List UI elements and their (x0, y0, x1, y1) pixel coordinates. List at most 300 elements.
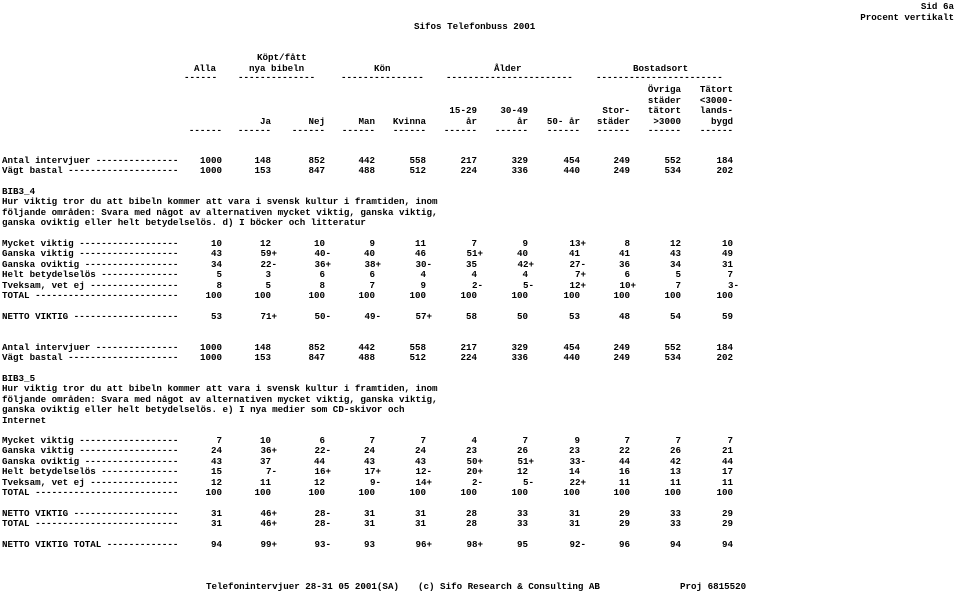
answer-row (0, 259, 960, 270)
table-cell: 100 (563, 487, 580, 498)
group-dash-alla: ------ (184, 72, 218, 83)
table-cell: 202 (716, 352, 733, 364)
table-cell: 847 (308, 352, 325, 364)
table-cell: 217 (460, 155, 477, 166)
table-cell: 488 (358, 352, 375, 364)
question-code: BIB3_4 (2, 186, 36, 197)
table-cell: 153 (254, 352, 271, 364)
row-label: Helt betydelselös -------------- (2, 269, 179, 281)
column-header-dash: ------ (546, 125, 580, 136)
table-cell: 7 (624, 435, 630, 446)
table-cell: 454 (563, 155, 580, 166)
table-cell: 17 (721, 466, 733, 478)
column-header-text: 30-49 (500, 105, 528, 116)
table-cell: 36 (618, 258, 630, 270)
table-cell: 7 (675, 435, 681, 446)
column-header-dash: ------ (291, 125, 325, 136)
table-cell: 42+ (517, 258, 534, 270)
answer-row (0, 280, 960, 291)
table-cell: 28 (465, 518, 477, 530)
column-header-text: tätort (647, 105, 681, 116)
table-cell: 36+ (314, 258, 331, 270)
answer-row (0, 487, 960, 498)
answer-row (0, 445, 960, 456)
table-cell: 94 (721, 539, 733, 550)
table-cell: 34 (669, 258, 681, 270)
table-cell: 488 (358, 165, 375, 177)
table-cell: 50+ (466, 455, 483, 467)
table-cell: 558 (409, 155, 426, 166)
table-cell: 512 (409, 352, 426, 364)
answer-row (0, 269, 960, 280)
column-header-dash: ------ (494, 125, 528, 136)
table-cell: 11 (259, 476, 271, 488)
table-cell: 512 (409, 165, 426, 177)
table-cell: 2- (471, 476, 483, 488)
table-cell: 43 (210, 248, 222, 260)
table-cell: 440 (563, 165, 580, 177)
table-cell: 6 (624, 269, 630, 281)
row-label: NETTO VIKTIG TOTAL ------------- (2, 539, 179, 550)
table-cell: 95 (516, 539, 528, 550)
column-header-text: Stor- (602, 105, 630, 116)
table-cell: 100 (664, 487, 681, 498)
table-cell: 16+ (314, 466, 331, 478)
table-cell: 33 (516, 518, 528, 530)
table-cell: 336 (511, 352, 528, 364)
table-cell: 217 (460, 342, 477, 353)
table-cell: 46+ (260, 508, 277, 519)
header-alla: Alla (194, 63, 217, 74)
table-cell: 53 (568, 311, 580, 322)
table-cell: 10 (210, 238, 222, 249)
table-cell: 7+ (574, 269, 586, 281)
column-header-text: Övriga (647, 84, 681, 95)
table-cell: 153 (254, 165, 271, 177)
table-cell: 44 (618, 455, 630, 467)
table-cell: 22 (618, 445, 630, 457)
table-cell: 12- (415, 466, 432, 478)
table-cell: 7 (369, 279, 375, 291)
table-cell: 59 (721, 311, 733, 322)
table-cell: 17+ (364, 466, 381, 478)
header-kopt-line2: nya bibeln (249, 63, 305, 74)
table-cell: 33 (669, 518, 681, 530)
table-cell: 249 (613, 165, 630, 177)
table-cell: 148 (254, 342, 271, 353)
table-cell: 5 (216, 269, 222, 281)
table-cell: 22- (260, 258, 277, 270)
table-cell: 49 (721, 248, 733, 260)
column-header-text: 15-29 (449, 105, 477, 116)
table-cell: 50- (314, 311, 331, 322)
table-cell: 93- (314, 539, 331, 550)
table-cell: 46+ (260, 518, 277, 530)
row-label: Helt betydelselös -------------- (2, 466, 179, 478)
table-cell: 92- (569, 539, 586, 550)
row-label: TOTAL -------------------------- (2, 487, 179, 498)
table-cell: 43 (414, 455, 426, 467)
table-cell: 31 (721, 258, 733, 270)
page-type: Procent vertikalt (860, 12, 954, 23)
table-cell: 40 (516, 248, 528, 260)
table-cell: 454 (563, 342, 580, 353)
table-cell: 1000 (199, 342, 222, 353)
table-cell: 26 (516, 445, 528, 457)
table-cell: 5 (265, 279, 271, 291)
column-header-text: städer (596, 116, 630, 127)
table-cell: 31 (568, 518, 580, 530)
table-cell: 58 (465, 311, 477, 322)
table-cell: 329 (511, 342, 528, 353)
table-cell: 20+ (466, 466, 483, 478)
table-cell: 847 (308, 165, 325, 177)
table-cell: 93 (363, 539, 375, 550)
answer-row (0, 290, 960, 301)
row-label: Ganska oviktig ----------------- (2, 258, 179, 270)
table-cell: 29 (618, 508, 630, 519)
table-cell: 11 (721, 476, 733, 488)
table-cell: 11 (414, 238, 426, 249)
table-cell: 100 (254, 290, 271, 301)
table-cell: 10 (313, 238, 325, 249)
table-cell: 31 (210, 508, 222, 519)
table-cell: 24 (210, 445, 222, 457)
answer-row (0, 238, 960, 249)
row-label: TOTAL -------------------------- (2, 290, 179, 301)
table-cell: 100 (511, 290, 528, 301)
table-cell: 7 (420, 435, 426, 446)
table-cell: 8 (319, 279, 325, 291)
table-cell: 7 (471, 238, 477, 249)
table-cell: 49- (364, 311, 381, 322)
base-row (0, 165, 960, 176)
table-cell: 9 (522, 238, 528, 249)
table-cell: 40- (314, 248, 331, 260)
table-cell: 43 (669, 248, 681, 260)
base-row (0, 155, 960, 166)
table-cell: 96 (618, 539, 630, 550)
table-cell: 9 (420, 279, 426, 291)
table-cell: 10 (259, 435, 271, 446)
table-cell: 4 (420, 269, 426, 281)
table-cell: 23 (465, 445, 477, 457)
row-label: NETTO VIKTIG ------------------- (2, 311, 179, 322)
column-header-text: Ja (259, 116, 271, 127)
table-cell: 36+ (260, 445, 277, 457)
table-cell: 54 (669, 311, 681, 322)
question-code: BIB3_5 (2, 373, 36, 384)
row-label: Antal intervjuer --------------- (2, 342, 179, 353)
column-header-dash: ------ (188, 125, 222, 136)
table-cell: 100 (205, 487, 222, 498)
table-cell: 22+ (569, 476, 586, 488)
table-cell: 4 (522, 269, 528, 281)
table-cell: 37 (259, 455, 271, 467)
table-cell: 2- (471, 279, 483, 291)
answer-row (0, 456, 960, 467)
table-cell: 33 (516, 508, 528, 519)
table-cell: 100 (308, 487, 325, 498)
table-cell: 33 (669, 508, 681, 519)
group-dash-kon: --------------- (341, 72, 424, 83)
table-cell: 7 (727, 269, 733, 281)
table-cell: 8 (624, 238, 630, 249)
table-cell: 202 (716, 165, 733, 177)
footer-fieldwork: Telefonintervjuer 28-31 05 2001(SA) (206, 581, 399, 592)
table-cell: 11 (618, 476, 630, 488)
table-cell: 12 (516, 466, 528, 478)
table-cell: 7- (265, 466, 277, 478)
table-cell: 7 (216, 435, 222, 446)
table-cell: 6 (319, 435, 325, 446)
column-header-dash: ------ (699, 125, 733, 136)
column-header-text: städer (647, 95, 681, 106)
table-cell: 99+ (260, 539, 277, 550)
table-cell: 224 (460, 165, 477, 177)
netto-row (0, 518, 960, 529)
table-cell: 12 (210, 476, 222, 488)
table-cell: 4 (471, 435, 477, 446)
row-label: Ganska viktig ------------------ (2, 445, 179, 457)
table-cell: 184 (716, 342, 733, 353)
question-text: följande områden: Svara med något av alternativen mycket viktig, ganska viktig, (2, 393, 438, 405)
table-cell: 7 (522, 435, 528, 446)
question-text: ganska oviktig eller helt betydelselös. d) I böcker och litteratur (2, 217, 366, 229)
table-cell: 38+ (364, 258, 381, 270)
table-cell: 94 (210, 539, 222, 550)
column-header-text: Kvinna (392, 116, 426, 127)
column-header-dash: ------ (596, 125, 630, 136)
table-cell: 29 (721, 508, 733, 519)
base-row (0, 342, 960, 353)
group-dash-bostad: ----------------------- (596, 72, 723, 83)
answer-row (0, 477, 960, 488)
table-cell: 534 (664, 165, 681, 177)
column-header-text: Nej (308, 116, 325, 127)
table-cell: 12 (259, 238, 271, 249)
column-header-text: >3000 (653, 116, 681, 127)
table-cell: 100 (358, 290, 375, 301)
netto-row (0, 311, 960, 322)
table-cell: 1000 (199, 155, 222, 166)
group-dash-kopt: -------------- (238, 72, 316, 83)
column-header-dash: ------ (392, 125, 426, 136)
table-cell: 16 (618, 466, 630, 478)
table-cell: 1000 (199, 165, 222, 177)
table-cell: 27- (569, 258, 586, 270)
answer-row (0, 248, 960, 259)
table-cell: 9 (574, 435, 580, 446)
table-cell: 26 (669, 445, 681, 457)
table-cell: 12 (669, 238, 681, 249)
table-cell: 31 (210, 518, 222, 530)
table-cell: 7 (675, 279, 681, 291)
table-cell: 42 (669, 455, 681, 467)
table-cell: 10+ (619, 279, 636, 291)
row-label: Tveksam, vet ej ---------------- (2, 279, 179, 291)
table-cell: 4 (471, 269, 477, 281)
table-cell: 53 (210, 311, 222, 322)
table-cell: 31 (363, 518, 375, 530)
table-cell: 94 (669, 539, 681, 550)
table-cell: 43 (363, 455, 375, 467)
table-cell: 57+ (415, 311, 432, 322)
table-cell: 43 (210, 455, 222, 467)
table-cell: 71+ (260, 311, 277, 322)
row-label: Ganska viktig ------------------ (2, 248, 179, 260)
question-text: Hur viktig tror du att bibeln kommer att vara i svensk kultur i framtiden, inom (2, 196, 438, 208)
table-cell: 100 (716, 487, 733, 498)
table-cell: 51+ (517, 455, 534, 467)
table-cell: 100 (254, 487, 271, 498)
table-cell: 442 (358, 155, 375, 166)
table-cell: 40 (363, 248, 375, 260)
table-cell: 34 (210, 258, 222, 270)
table-cell: 249 (613, 155, 630, 166)
table-cell: 46 (414, 248, 426, 260)
table-cell: 100 (409, 290, 426, 301)
table-cell: 51+ (466, 248, 483, 260)
table-cell: 9- (369, 476, 381, 488)
table-cell: 31 (414, 518, 426, 530)
table-cell: 6 (369, 269, 375, 281)
table-cell: 552 (664, 342, 681, 353)
table-cell: 329 (511, 155, 528, 166)
table-cell: 224 (460, 352, 477, 364)
table-cell: 30- (415, 258, 432, 270)
table-cell: 552 (664, 155, 681, 166)
answer-row (0, 466, 960, 477)
answer-row (0, 435, 960, 446)
table-cell: 1000 (199, 352, 222, 364)
table-cell: 3 (265, 269, 271, 281)
report-title: Sifos Telefonbuss 2001 (414, 21, 536, 32)
column-header-text: Man (358, 116, 375, 127)
table-cell: 442 (358, 342, 375, 353)
base-row (0, 352, 960, 363)
row-label: Tveksam, vet ej ---------------- (2, 476, 179, 488)
table-cell: 249 (613, 352, 630, 364)
table-cell: 100 (358, 487, 375, 498)
table-cell: 10 (721, 238, 733, 249)
table-cell: 5- (522, 279, 534, 291)
column-header-text: år (465, 116, 477, 127)
table-cell: 852 (308, 155, 325, 166)
table-cell: 100 (664, 290, 681, 301)
table-cell: 336 (511, 165, 528, 177)
table-cell: 12+ (569, 279, 586, 291)
row-label: Antal intervjuer --------------- (2, 155, 179, 166)
question-text: Hur viktig tror du att bibeln kommer att vara i svensk kultur i framtiden, inom (2, 383, 438, 395)
table-cell: 44 (313, 455, 325, 467)
table-cell: 184 (716, 155, 733, 166)
table-cell: 41 (618, 248, 630, 260)
netto-total-row (0, 539, 960, 550)
row-label: Vägt bastal -------------------- (2, 352, 179, 364)
table-cell: 100 (409, 487, 426, 498)
table-cell: 100 (511, 487, 528, 498)
table-cell: 249 (613, 342, 630, 353)
table-cell: 100 (460, 290, 477, 301)
table-cell: 13 (669, 466, 681, 478)
table-cell: 5- (522, 476, 534, 488)
column-header-dash: ------ (237, 125, 271, 136)
footer-copyright: (c) Sifo Research & Consulting AB (418, 581, 600, 592)
table-cell: 24 (363, 445, 375, 457)
table-cell: 100 (613, 487, 630, 498)
page-number: Sid 6a (920, 1, 954, 12)
column-header-dash: ------ (341, 125, 375, 136)
table-cell: 13+ (569, 238, 586, 249)
row-label: NETTO VIKTIG ------------------- (2, 508, 179, 519)
table-cell: 6 (319, 269, 325, 281)
question-text: ganska oviktig eller helt betydelselös. e) I nya medier som CD-skivor och (2, 404, 405, 416)
table-cell: 29 (618, 518, 630, 530)
row-label: TOTAL -------------------------- (2, 518, 179, 530)
table-cell: 28- (314, 508, 331, 519)
table-cell: 8 (216, 279, 222, 291)
table-cell: 31 (363, 508, 375, 519)
table-cell: 11 (669, 476, 681, 488)
column-header-text: 50- år (546, 116, 580, 127)
table-cell: 48 (618, 311, 630, 322)
table-cell: 35 (465, 258, 477, 270)
header-bostadsort: Bostadsort (633, 63, 689, 74)
table-cell: 14+ (415, 476, 432, 488)
header-kon: Kön (374, 63, 391, 74)
column-header-text: Tätort (699, 84, 733, 95)
table-cell: 3- (727, 279, 739, 291)
question-text: Internet (2, 414, 47, 426)
table-cell: 21 (721, 445, 733, 457)
table-cell: 29 (721, 518, 733, 530)
row-label: Mycket viktig ------------------ (2, 435, 179, 446)
table-cell: 98+ (466, 539, 483, 550)
table-cell: 100 (563, 290, 580, 301)
table-cell: 31 (568, 508, 580, 519)
table-cell: 41 (568, 248, 580, 260)
table-cell: 9 (369, 238, 375, 249)
table-cell: 440 (563, 352, 580, 364)
column-header-text: <3000- (699, 95, 733, 106)
group-dash-alder: ----------------------- (446, 72, 573, 83)
table-cell: 100 (308, 290, 325, 301)
table-cell: 5 (675, 269, 681, 281)
table-cell: 31 (414, 508, 426, 519)
table-cell: 33- (569, 455, 586, 467)
table-cell: 534 (664, 352, 681, 364)
table-cell: 148 (254, 155, 271, 166)
table-cell: 14 (568, 466, 580, 478)
column-header-text: bygd (710, 116, 733, 127)
table-cell: 100 (613, 290, 630, 301)
table-cell: 59+ (260, 248, 277, 260)
table-cell: 28 (465, 508, 477, 519)
table-cell: 28- (314, 518, 331, 530)
table-cell: 100 (460, 487, 477, 498)
table-cell: 12 (313, 476, 325, 488)
row-label: Ganska oviktig ----------------- (2, 455, 179, 467)
question-text: följande områden: Svara med något av alternativen mycket viktig, ganska viktig, (2, 206, 438, 218)
table-cell: 22- (314, 445, 331, 457)
row-label: Mycket viktig ------------------ (2, 238, 179, 249)
netto-row (0, 508, 960, 519)
table-cell: 44 (721, 455, 733, 467)
column-header-dash: ------ (443, 125, 477, 136)
table-cell: 100 (716, 290, 733, 301)
table-cell: 852 (308, 342, 325, 353)
